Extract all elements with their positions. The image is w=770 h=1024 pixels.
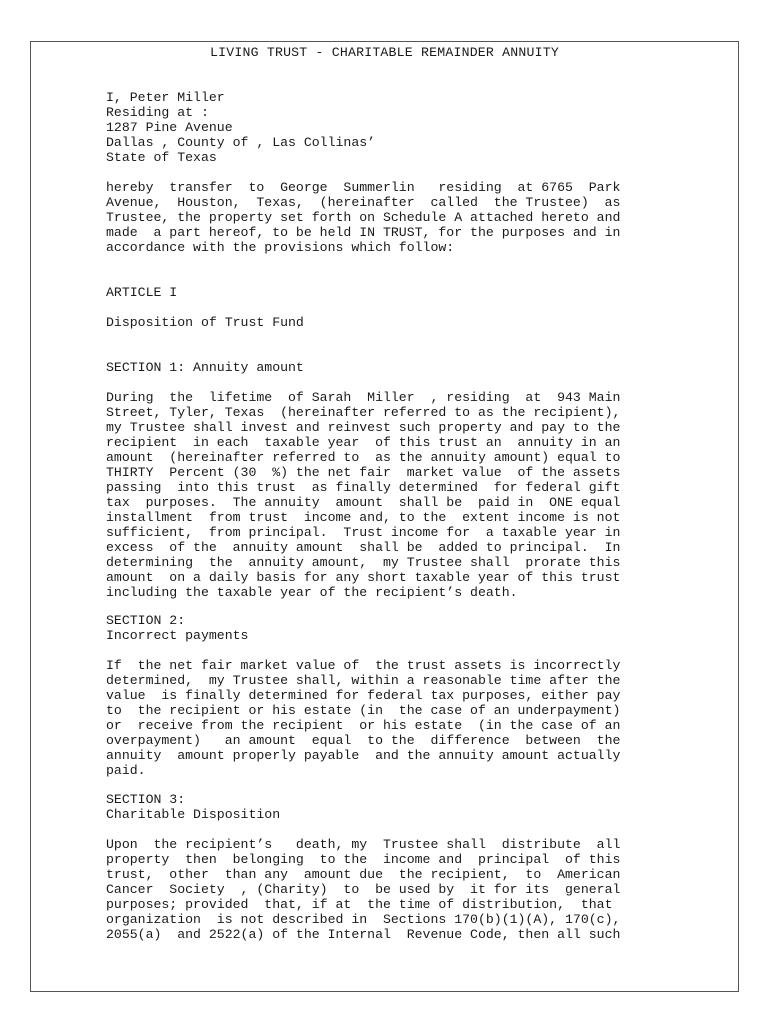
- grantor-line: State of Texas: [106, 150, 217, 165]
- section2-paragraph: [106, 658, 620, 778]
- section2-line: paid.: [106, 763, 146, 778]
- article-heading: ARTICLE I: [106, 285, 178, 300]
- section1-heading-block: [106, 360, 304, 375]
- article-heading-block: [106, 285, 177, 300]
- section2-line: annuity amount properly payable and the annuity amount actually: [106, 748, 621, 763]
- section2-line: overpayment) an amount equal to the difference between the: [106, 733, 621, 748]
- section2-line: If the net fair market value of the trust assets is incorrectly: [106, 658, 621, 673]
- section2-line: value is finally determined for federal tax purposes, either pay: [106, 688, 621, 703]
- section2-heading-block: [106, 613, 248, 643]
- section3-paragraph: [106, 837, 620, 942]
- intro-line: hereby transfer to George Summerlin residing at 6765 Park: [106, 180, 621, 195]
- grantor-line: 1287 Pine Avenue: [106, 120, 233, 135]
- section1-line: excess of the annuity amount shall be added to principal. In: [106, 540, 621, 555]
- intro-line: made a part hereof, to be held IN TRUST, for the purposes and in: [106, 225, 621, 240]
- section1-line: tax purposes. The annuity amount shall be paid in ONE equal: [106, 495, 621, 510]
- grantor-block: [106, 90, 375, 165]
- section3-line: 2055(a) and 2522(a) of the Internal Revenue Code, then all such: [106, 927, 621, 942]
- section3-line: property then belonging to the income and principal of this: [106, 852, 621, 867]
- section3-line: organization is not described in Sections 170(b)(1)(A), 170(c),: [106, 912, 621, 927]
- document-title: LIVING TRUST - CHARITABLE REMAINDER ANNUITY: [210, 45, 559, 60]
- intro-paragraph: [106, 180, 620, 255]
- section1-line: passing into this trust as finally determined for federal gift: [106, 480, 621, 495]
- intro-line: Trustee, the property set forth on Schedule A attached hereto and: [106, 210, 621, 225]
- section3-line: Cancer Society , (Charity) to be used by it for its general: [106, 882, 621, 897]
- section3-heading: SECTION 3:: [106, 792, 186, 807]
- section2-line: determined, my Trustee shall, within a reasonable time after the: [106, 673, 621, 688]
- section3-line: purposes; provided that, if at the time of distribution, that: [106, 897, 613, 912]
- section1-line: determining the annuity amount, my Trustee shall prorate this: [106, 555, 621, 570]
- section1-heading: SECTION 1: Annuity amount: [106, 360, 304, 375]
- article-subheading: Disposition of Trust Fund: [106, 315, 304, 330]
- section3-subheading: Charitable Disposition: [106, 807, 281, 822]
- section1-line: amount (hereinafter referred to as the annuity amount) equal to: [106, 450, 621, 465]
- intro-line: accordance with the provisions which follow:: [106, 240, 455, 255]
- section3-line: trust, other than any amount due the recipient, to American: [106, 867, 621, 882]
- section2-subheading: Incorrect payments: [106, 628, 249, 643]
- section2-heading: SECTION 2:: [106, 613, 186, 628]
- section1-line: sufficient, from principal. Trust income for a taxable year in: [106, 525, 621, 540]
- section1-line: including the taxable year of the recipient’s death.: [106, 585, 518, 600]
- section2-line: or receive from the recipient or his estate (in the case of an: [106, 718, 621, 733]
- intro-line: Avenue, Houston, Texas, (hereinafter called the Trustee) as: [106, 195, 621, 210]
- section1-line: my Trustee shall invest and reinvest such property and pay to the: [106, 420, 621, 435]
- section1-line: recipient in each taxable year of this trust an annuity in an: [106, 435, 621, 450]
- article-subheading-block: [106, 315, 304, 330]
- grantor-line: I, Peter Miller: [106, 90, 225, 105]
- section3-line: Upon the recipient’s death, my Trustee shall distribute all: [106, 837, 621, 852]
- section1-line: Street, Tyler, Texas (hereinafter referred to as the recipient),: [106, 405, 621, 420]
- section1-line: During the lifetime of Sarah Miller , residing at 943 Main: [106, 390, 621, 405]
- section1-line: amount on a daily basis for any short taxable year of this trust: [106, 570, 621, 585]
- grantor-line: Residing at :: [106, 105, 209, 120]
- section1-paragraph: [106, 390, 620, 600]
- section1-line: installment from trust income and, to the extent income is not: [106, 510, 621, 525]
- section2-line: to the recipient or his estate (in the case of an underpayment): [106, 703, 621, 718]
- section1-line: THIRTY Percent (30 %) the net fair market value of the assets: [106, 465, 621, 480]
- section3-heading-block: [106, 792, 280, 822]
- grantor-line: Dallas , County of , Las Collinas’: [106, 135, 376, 150]
